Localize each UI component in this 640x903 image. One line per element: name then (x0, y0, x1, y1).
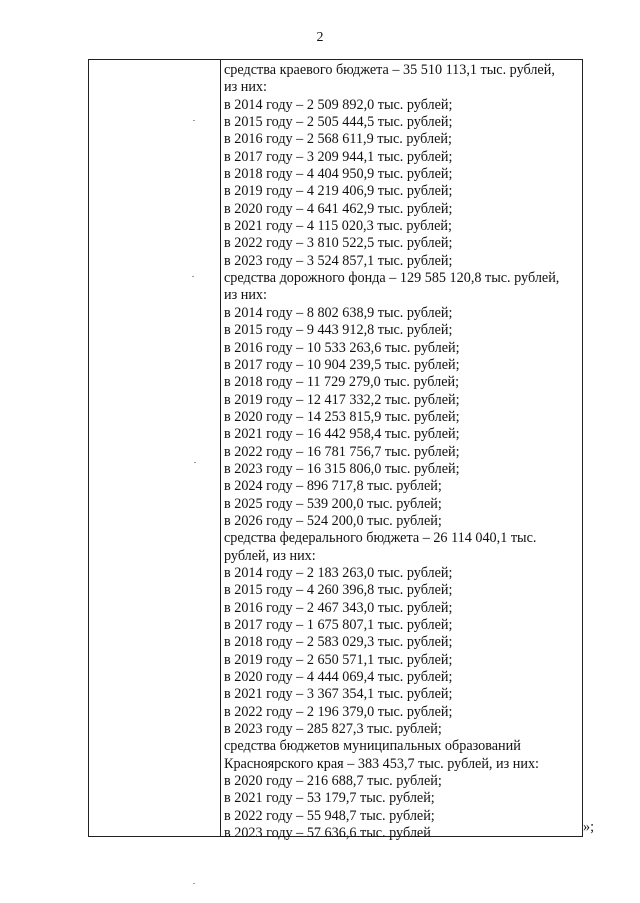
text-line: средства дорожного фонда – 129 585 120,8 тыс. рублей, (224, 270, 560, 287)
text-line: в 2023 году – 285 827,3 тыс. рублей; (224, 721, 442, 738)
text-line: в 2019 году – 12 417 332,2 тыс. рублей; (224, 391, 460, 408)
text-line: средства федерального бюджета – 26 114 040,1 тыс. (224, 530, 537, 547)
text-line: в 2016 году – 2 467 343,0 тыс. рублей; (224, 599, 453, 616)
text-line: в 2022 году – 3 810 522,5 тыс. рублей; (224, 235, 453, 252)
scan-speck (193, 883, 195, 884)
text-line: в 2014 году – 2 509 892,0 тыс. рублей; (224, 96, 453, 113)
scan-speck (193, 120, 195, 121)
text-line: в 2017 году – 1 675 807,1 тыс. рублей; (224, 617, 453, 633)
text-line: в 2021 году – 16 442 958,4 тыс. рублей; (224, 426, 460, 443)
text-line: в 2019 году – 4 219 406,9 тыс. рублей; (224, 183, 453, 200)
text-line: в 2018 году – 2 583 029,3 тыс. рублей; (224, 634, 453, 651)
text-line: в 2020 году – 14 253 815,9 тыс. рублей; (224, 408, 460, 425)
page-number: 2 (316, 30, 324, 45)
text-line: в 2016 году – 2 568 611,9 тыс. рублей; (224, 131, 452, 148)
scan-speck (192, 276, 194, 277)
text-line: в 2022 году – 55 948,7 тыс. рублей; (224, 807, 435, 824)
text-line: из них: (224, 79, 267, 96)
text-line: Красноярского края – 383 453,7 тыс. рублей, из них: (224, 755, 539, 772)
text-line: из них: (224, 287, 267, 304)
text-line: в 2017 году – 3 209 944,1 тыс. рублей; (224, 148, 453, 165)
text-line: в 2017 году – 10 904 239,5 тыс. рублей; (224, 356, 460, 373)
scan-speck (194, 462, 196, 463)
text-line: в 2024 году – 896 717,8 тыс. рублей; (224, 478, 442, 495)
text-line: в 2018 году – 4 404 950,9 тыс. рублей; (224, 166, 453, 183)
text-line: в 2021 году – 4 115 020,3 тыс. рублей; (224, 218, 452, 235)
text-line: в 2019 году – 2 650 571,1 тыс. рублей; (224, 651, 453, 668)
text-line: в 2018 году – 11 729 279,0 тыс. рублей; (224, 374, 460, 391)
text-line: в 2015 году – 9 443 912,8 тыс. рублей; (224, 322, 453, 339)
text-line: в 2023 году – 57 636,6 тыс. рублей (224, 825, 431, 842)
text-line: в 2014 году – 2 183 263,0 тыс. рублей; (224, 564, 453, 581)
text-line: в 2022 году – 2 196 379,0 тыс. рублей; (224, 703, 453, 720)
table-left-column (89, 60, 221, 836)
funding-table (88, 59, 583, 842)
closing-quote: »; (583, 819, 595, 835)
table-right-column (222, 62, 582, 842)
text-line: в 2015 году – 4 260 396,8 тыс. рублей; (224, 582, 453, 599)
text-line: средства краевого бюджета – 35 510 113,1 тыс. рублей, (224, 62, 555, 78)
text-line: в 2020 году – 216 688,7 тыс. рублей; (224, 773, 442, 790)
text-line: в 2016 году – 10 533 263,6 тыс. рублей; (224, 339, 460, 356)
text-line: в 2025 году – 539 200,0 тыс. рублей; (224, 495, 442, 512)
text-line: в 2026 году – 524 200,0 тыс. рублей; (224, 512, 442, 529)
text-line: в 2015 году – 2 505 444,5 тыс. рублей; (224, 114, 453, 131)
text-line: в 2021 году – 3 367 354,1 тыс. рублей; (224, 686, 453, 703)
text-line: в 2014 году – 8 802 638,9 тыс. рублей; (224, 304, 453, 321)
text-line: в 2020 году – 4 641 462,9 тыс. рублей; (224, 200, 453, 217)
text-line: рублей, из них: (224, 547, 316, 564)
text-line: в 2021 году – 53 179,7 тыс. рублей; (224, 790, 435, 807)
text-line: в 2023 году – 16 315 806,0 тыс. рублей; (224, 460, 460, 477)
text-line: в 2022 году – 16 781 756,7 тыс. рублей; (224, 443, 460, 460)
text-line: средства бюджетов муниципальных образований (224, 738, 521, 755)
text-line: в 2023 году – 3 524 857,1 тыс. рублей; (224, 252, 453, 269)
text-line: в 2020 году – 4 444 069,4 тыс. рублей; (224, 669, 453, 686)
